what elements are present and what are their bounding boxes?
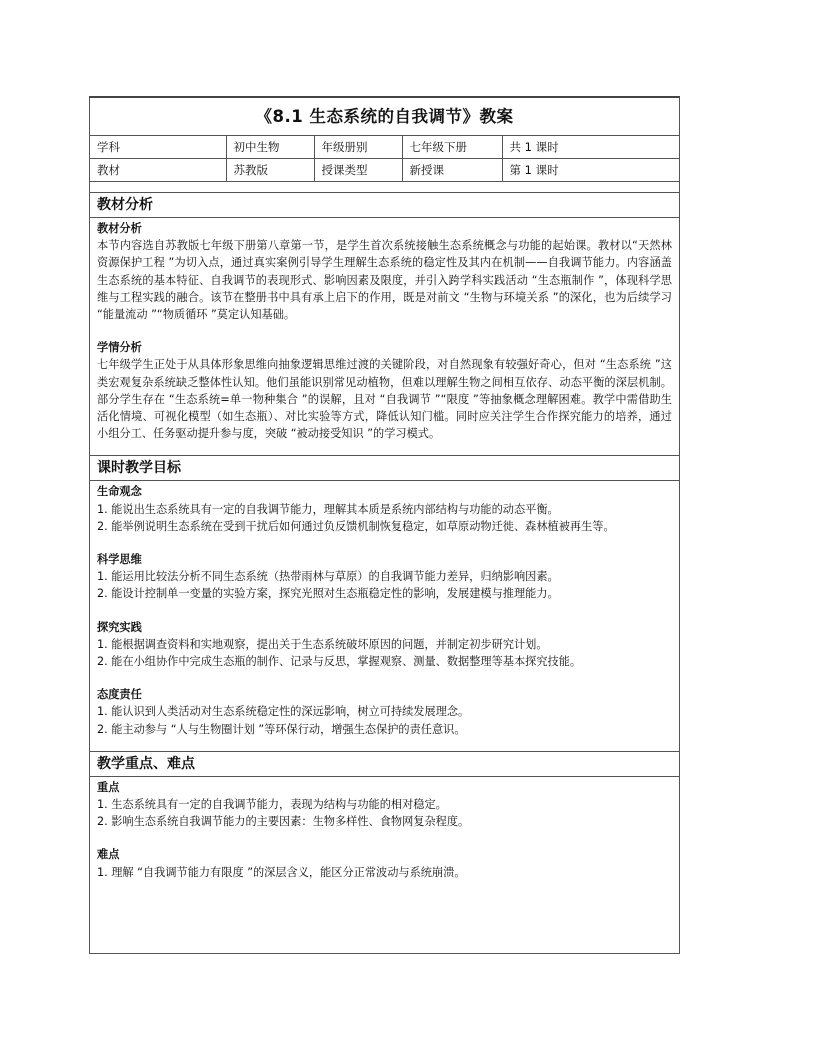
subheading: 学情分析 <box>97 341 142 355</box>
info-row <box>90 159 679 182</box>
section-body-objectives <box>90 481 679 741</box>
section-heading-textbook-analysis: 教材分析 <box>90 192 679 218</box>
subheading: 难点 <box>97 848 120 862</box>
list-item: 2. 能举例说明生态系统在受到干扰后如何通过负反馈机制恢复稳定，如草原动物迁徙、森林植被再生等。 <box>97 519 615 533</box>
info-cell: 七年级下册 <box>402 136 502 159</box>
list-item: 1. 能认识到人类活动对生态系统稳定性的深远影响，树立可持续发展理念。 <box>97 705 470 719</box>
subheading: 科学思维 <box>97 553 142 567</box>
paragraph: 本节内容选自苏教版七年级下册第八章第一节，是学生首次系统接触生态系统概念与功能的起始课。教材以“天然林资源保护工程 ”为切入点，通过真实案例引导学生理解生态系统的稳定性及其内在机制——自我调节能力。内容涵盖生态系统的基本特征、自我调节的表现形式、影响因素及限度，并引入跨学科实践活动 “生态瓶制作 ”，体现科学思维与工程实践的融合。该节在整册书中具有承上启下的作用，既是对前文 “生物与环境关系 ”的深化，也为后续学习 “能量流动 ”“物质循环 ”莫定认知基础。 <box>97 239 672 322</box>
info-cell: 初中生物 <box>226 136 314 159</box>
subheading: 态度责任 <box>97 688 142 702</box>
info-cell: 新授课 <box>402 159 502 182</box>
info-cell: 年级册别 <box>314 136 402 159</box>
list-item: 1. 理解 “自我调节能力有限度 ”的深层含义，能区分正常波动与系统崩溃。 <box>97 865 466 879</box>
subheading: 教材分析 <box>97 222 142 235</box>
list-item: 1. 能根据调查资料和实地观察，提出关于生态系统破坏原因的问题，并制定初步研究计划。 <box>97 637 548 651</box>
subheading: 重点 <box>97 780 120 794</box>
course-info-table <box>90 136 679 182</box>
subheading: 生命观念 <box>97 485 142 499</box>
section-heading-objectives: 课时教学目标 <box>90 455 679 481</box>
info-cell: 授课类型 <box>314 159 402 182</box>
subheading: 探究实践 <box>97 620 142 634</box>
document-title: 《8.1 生态系统的自我调节》教案 <box>90 98 679 136</box>
list-item: 1. 能说出生态系统具有一定的自我调节能力，理解其本质是系统内部结构与功能的动态平衡。 <box>97 502 559 516</box>
paragraph: 七年级学生正处于从具体形象思维向抽象逻辑思维过渡的关键阶段，对自然现象有较强好奇心，但对 “生态系统 ”这类宏观复杂系统缺乏整体性认知。他们虽能识别常见动植物，但难以理解生物之间相互依存、动态平衡的深层机制。部分学生存在 “生态系统=单一物种集合 ”的误解，且对 “自我调节 ”“限度 ”等抽象概念理解困难。教学中需借助生活化情境、可视化模型（如生态瓶）、对比实验等方式，降低认知门槛。同时应关注学生合作探究能力的培养，通过小组分工、任务驱动提升参与度，突破 “被动接受知识 ”的学习模式。 <box>97 358 672 441</box>
info-cell: 第 1 课时 <box>502 159 679 182</box>
info-cell: 苏教版 <box>226 159 314 182</box>
list-item: 2. 影响生态系统自我调节能力的主要因素：生物多样性、食物网复杂程度。 <box>97 815 470 829</box>
section-body-key-points <box>90 777 679 885</box>
section-heading-key-points: 教学重点、难点 <box>90 751 679 777</box>
lesson-plan-document <box>89 96 680 954</box>
section-body-textbook-analysis <box>90 218 679 446</box>
info-cell: 教材 <box>90 159 226 182</box>
list-item: 2. 能在小组协作中完成生态瓶的制作、记录与反思，掌握观察、测量、数据整理等基本探究技能。 <box>97 655 582 669</box>
info-cell: 共 1 课时 <box>502 136 679 159</box>
list-item: 2. 能主动参与 “人与生物圈计划 ”等环保行动，增强生态保护的责任意识。 <box>97 722 466 736</box>
list-item: 1. 能运用比较法分析不同生态系统（热带雨林与草原）的自我调节能力差异，归纳影响因素。 <box>97 570 559 584</box>
list-item: 1. 生态系统具有一定的自我调节能力，表现为结构与功能的相对稳定。 <box>97 798 447 812</box>
info-cell: 学科 <box>90 136 226 159</box>
info-row <box>90 136 679 159</box>
list-item: 2. 能设计控制单一变量的实验方案，探究光照对生态瓶稳定性的影响，发展建模与推理能力。 <box>97 587 559 601</box>
